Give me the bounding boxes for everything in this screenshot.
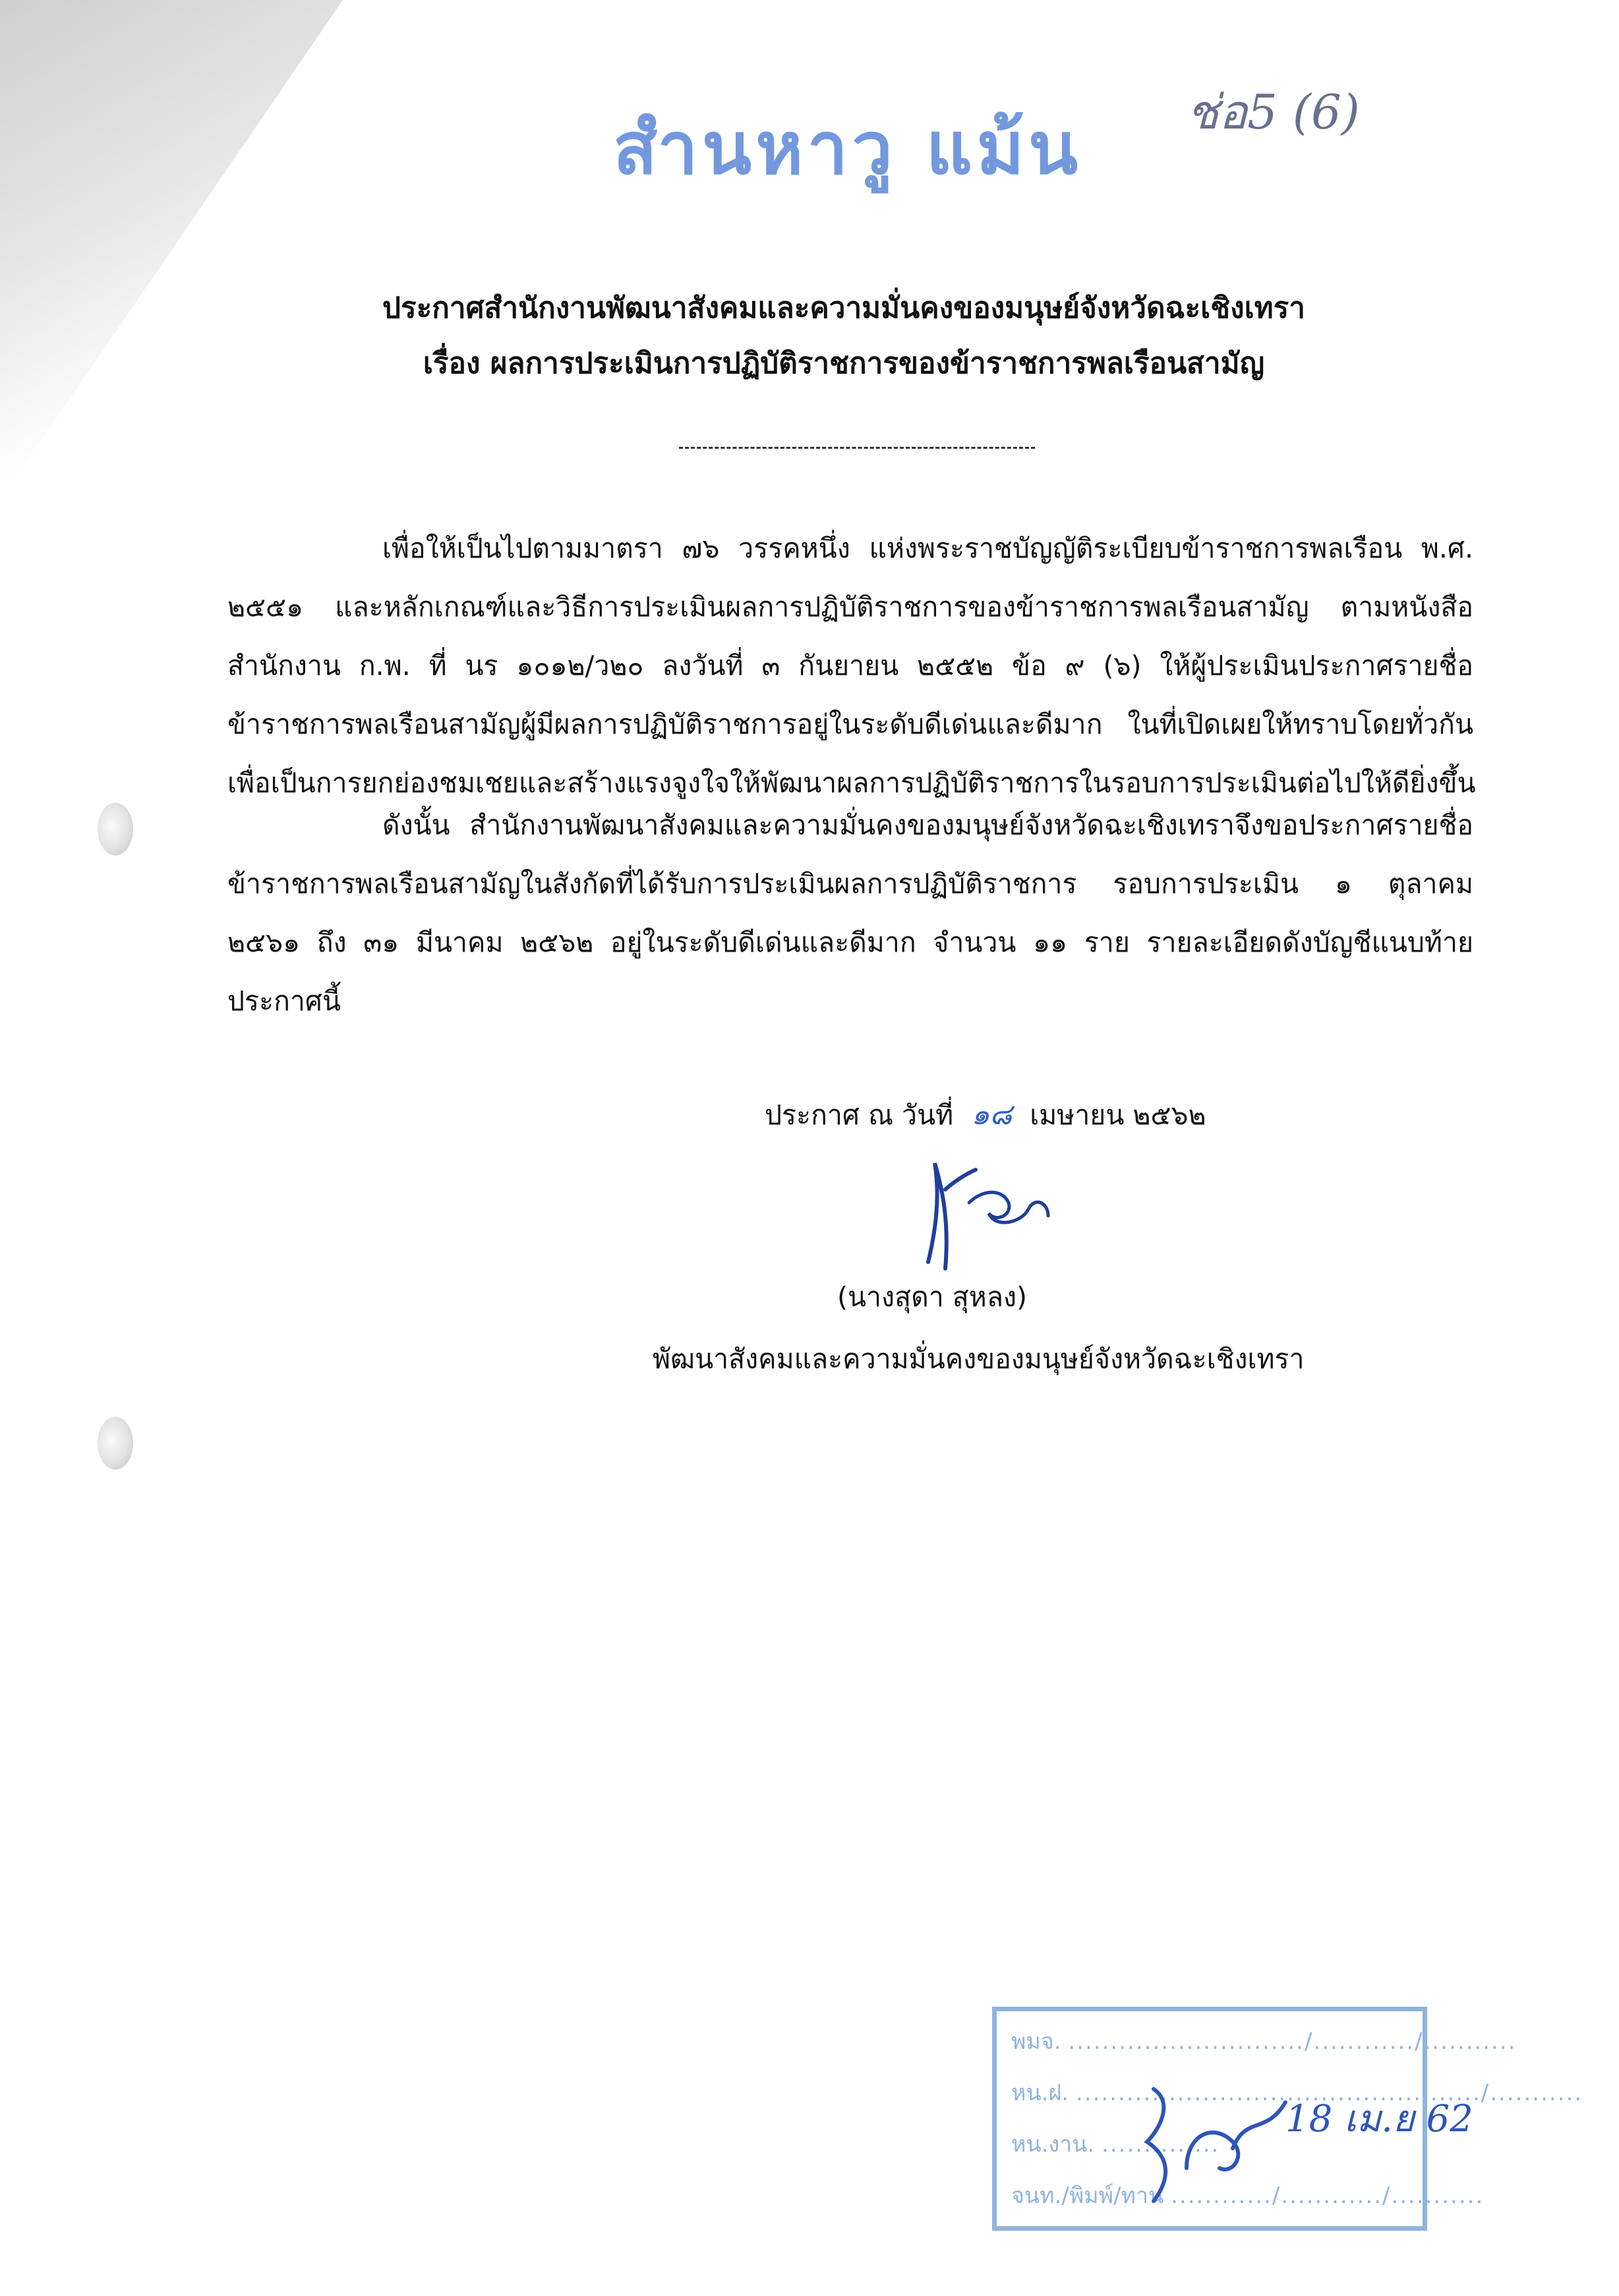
- announcement-month-year: เมษายน ๒๕๖๒: [1030, 1099, 1206, 1131]
- punch-hole-top: [98, 803, 133, 855]
- signatory-position: พัฒนาสังคมและความมั่นคงของมนุษย์จังหวัดฉะเชิงเทรา: [653, 1343, 1305, 1375]
- signature-mark: [897, 1150, 1068, 1282]
- paragraph-1-line: สำนักงาน ก.พ. ที่ นร ๑๐๑๒/ว๒๐ ลงวันที่ ๓ กันยายน ๒๕๕๒ ข้อ ๙ (๖) ให้ผู้ประเมินประกาศรายชื่อ: [227, 650, 1473, 681]
- paragraph-1-line: เพื่อเป็นการยกย่องชมเชยและสร้างแรงจูงใจให้พัฒนาผลการปฏิบัติราชการในรอบการประเมินต่อไปให้ดียิ่งขึ้น: [227, 767, 1476, 799]
- paragraph-1-line: ๒๕๕๑ และหลักเกณฑ์และวิธีการประเมินผลการปฏิบัติราชการของข้าราชการพลเรือนสามัญ ตามหนังสือ: [227, 591, 1473, 623]
- routing-row: พมจ. ............................/............/...........: [1011, 2028, 1517, 2055]
- office-stamp: สำนหาวู แม้น: [613, 106, 1082, 190]
- signatory-name: (นางสุดา สุหลง): [837, 1281, 1027, 1313]
- routing-row-label: จนท./พิมพ์/ทาน: [1011, 2183, 1164, 2209]
- title-separator: [679, 447, 1035, 449]
- routing-row: หน.งาน. ..............: [1011, 2131, 1220, 2158]
- paragraph-2-line: ข้าราชการพลเรือนสามัญในสังกัดที่ได้รับการประเมินผลการปฏิบัติราชการ รอบการประเมิน ๑ ตุลาคม: [227, 868, 1473, 900]
- announcement-title: ประกาศสำนักงานพัฒนาสังคมและความมั่นคงของมนุษย์จังหวัดฉะเชิงเทรา: [382, 291, 1305, 325]
- punch-hole-bottom: [98, 1417, 133, 1470]
- announcement-day: ๑๘: [971, 1098, 1013, 1132]
- scan-fold-shadow: [0, 0, 343, 501]
- paragraph-2-line: ดังนั้น สำนักงานพัฒนาสังคมและความมั่นคงของมนุษย์จังหวัดฉะเชิงเทราจึงขอประกาศรายชื่อ: [382, 809, 1473, 841]
- paragraph-1-line: ข้าราชการพลเรือนสามัญผู้มีผลการปฏิบัติราชการอยู่ในระดับดีเด่นและดีมาก ในที่เปิดเผยให้ทราบโดยทั่วกัน: [227, 708, 1473, 740]
- announcement-subject: เรื่อง ผลการประเมินการปฏิบัติราชการของข้าราชการพลเรือนสามัญ: [423, 347, 1265, 380]
- paragraph-1: [227, 519, 1476, 813]
- announcement-date-prefix: ประกาศ ณ วันที่: [765, 1099, 954, 1131]
- paragraph-2-line: ประกาศนี้: [227, 985, 341, 1017]
- routing-handwritten-date: 18 เม.ย 62: [1285, 2098, 1473, 2140]
- routing-row: หน.ฝ. ................................................/...........: [1011, 2080, 1583, 2106]
- routing-row-label: หน.งาน.: [1011, 2131, 1095, 2158]
- handwritten-reference: ช่อ5 (6): [1187, 84, 1360, 140]
- paragraph-1-line: เพื่อให้เป็นไปตามมาตรา ๗๖ วรรคหนึ่ง แห่งพระราชบัญญัติระเบียบข้าราชการพลเรือน พ.ศ.: [382, 532, 1473, 564]
- paragraph-2-line: ๒๕๖๑ ถึง ๓๑ มีนาคม ๒๕๖๒ อยู่ในระดับดีเด่นและดีมาก จำนวน ๑๑ ราย รายละเอียดดังบัญชีแนบท้าย: [227, 927, 1473, 958]
- routing-row: จนท./พิมพ์/ทาน ............/............/...........: [1011, 2183, 1485, 2209]
- routing-row-label: พมจ.: [1011, 2028, 1061, 2055]
- routing-row-label: หน.ฝ.: [1011, 2080, 1069, 2106]
- paragraph-2: [227, 796, 1473, 1031]
- routing-signature-mark: [1134, 2076, 1292, 2208]
- announcement-date: [765, 1089, 1206, 1141]
